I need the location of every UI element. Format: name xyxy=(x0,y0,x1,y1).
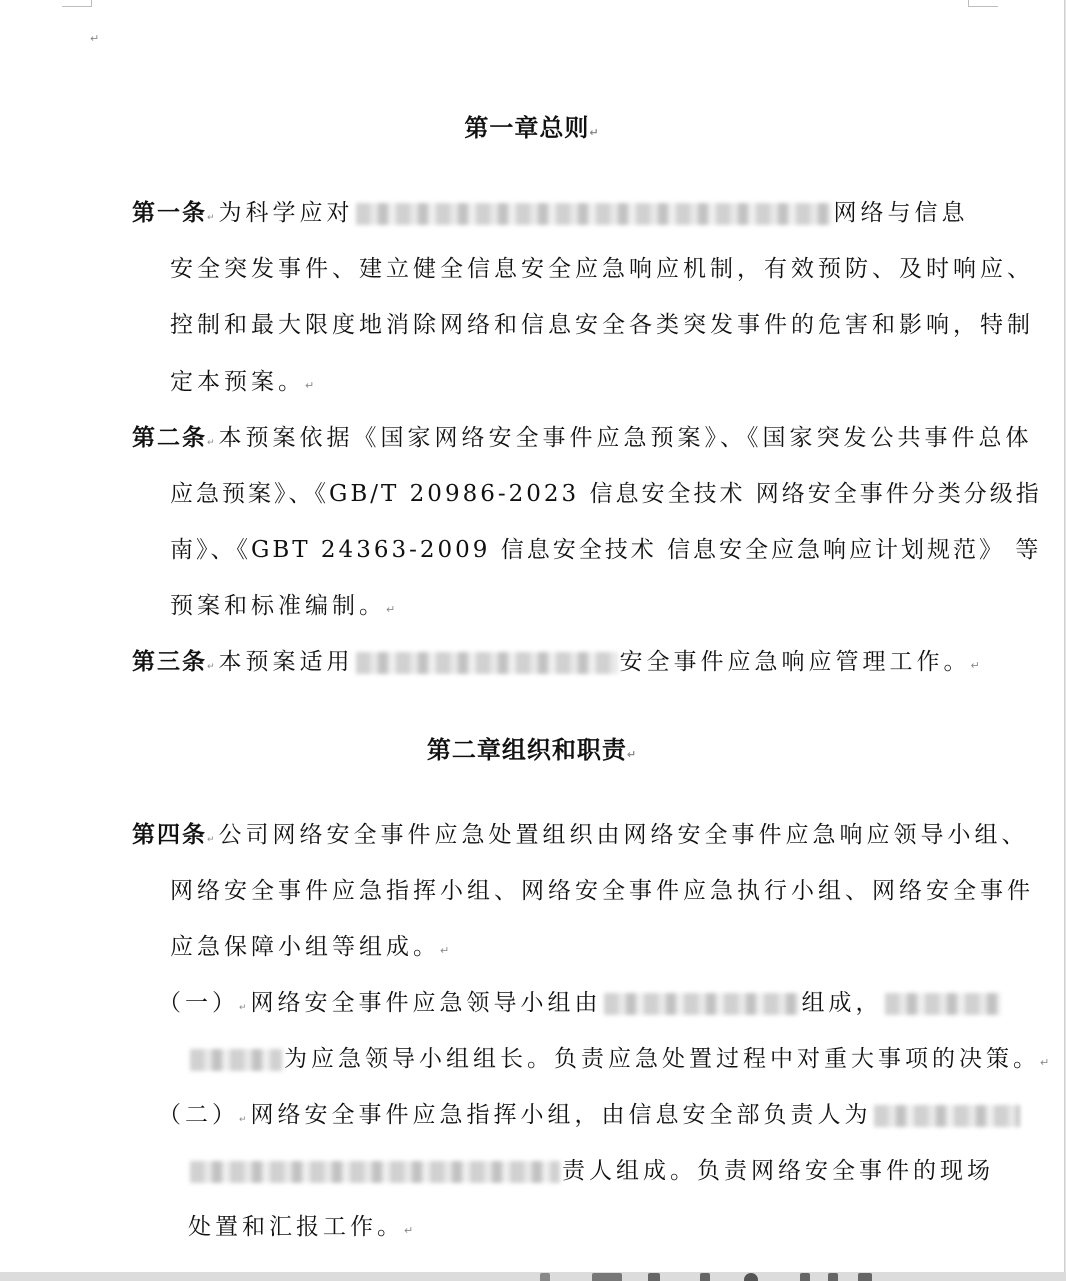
article-2-line-3: 南》、《GBT 24363-2009 信息安全技术 信息安全应急响应计划规范》 等 xyxy=(170,537,1042,563)
crop-mark xyxy=(968,0,969,6)
paragraph-mark-icon: ↵ xyxy=(589,126,600,139)
article-2-line-4: 预案和标准编制。↵ xyxy=(170,593,400,619)
article-1-label: 第一条 xyxy=(132,199,207,226)
item-2-line-3: 处置和汇报工作。↵ xyxy=(188,1214,418,1240)
article-3-line-1: 第三条↵本预案适用 安全事件应急响应管理工作。↵ xyxy=(132,648,984,675)
print-layout-icon[interactable] xyxy=(648,1273,660,1281)
item-2-number: （二） xyxy=(158,1102,239,1128)
redacted-text xyxy=(356,203,832,225)
item-1-line-1: （一）↵网络安全事件应急领导小组由 组成， xyxy=(158,984,1003,1017)
article-1-line-2: 安全突发事件、建立健全信息安全应急响应机制，有效预防、及时响应、 xyxy=(170,256,1034,282)
page-view-icon[interactable] xyxy=(540,1273,550,1281)
article-2-line-2: 应急预案》、《GB/T 20986-2023 信息安全技术 网络安全事件分类分级指 xyxy=(170,481,1042,507)
article-4-line-3: 应急保障小组等组成。↵ xyxy=(170,934,454,960)
crop-mark xyxy=(62,0,92,7)
status-bar xyxy=(0,1272,1066,1281)
paragraph-mark-icon: ↵ xyxy=(970,659,984,672)
article-2-label: 第二条 xyxy=(132,424,207,451)
item-2-line-1: （二）↵网络安全事件应急指挥小组，由信息安全部负责人为 xyxy=(158,1096,1022,1129)
article-1-line-4: 定本预案。↵ xyxy=(170,369,319,395)
article-1-line-3: 控制和最大限度地消除网络和信息安全各类突发事件的危害和影响，特制 xyxy=(170,312,1034,338)
redacted-text xyxy=(885,993,1001,1015)
globe-icon[interactable] xyxy=(744,1273,758,1281)
item-1-line-2: 为应急领导小组组长。负责应急处置过程中对重大事项的决策。↵ xyxy=(188,1040,1053,1073)
web-layout-icon[interactable] xyxy=(700,1273,710,1281)
article-2-line-1: 第二条↵本预案依据《国家网络安全事件应急预案》、《国家突发公共事件总体 xyxy=(132,424,1033,451)
fit-icon[interactable] xyxy=(858,1273,872,1281)
article-1-line-1: 第一条↵为科学应对 网络与信息 xyxy=(132,199,969,226)
read-mode-icon[interactable] xyxy=(592,1273,622,1281)
paragraph-mark-icon: ↵ xyxy=(626,748,638,761)
paragraph-mark-icon: ↵ xyxy=(305,379,319,392)
chapter-2-title: 第二章组织和职责↵ xyxy=(426,735,638,764)
item-2-line-2: 责人组成。负责网络安全事件的现场 xyxy=(188,1152,994,1185)
paragraph-mark-icon: ↵ xyxy=(404,1224,418,1237)
paragraph-mark-icon: ↵ xyxy=(440,944,454,957)
zoom-out-icon[interactable] xyxy=(800,1273,810,1281)
paragraph-mark-icon: ↵ xyxy=(1040,1056,1054,1069)
crop-mark xyxy=(91,0,92,6)
item-1-number: （一） xyxy=(158,990,239,1016)
redacted-text xyxy=(356,652,618,674)
redacted-text xyxy=(874,1105,1020,1127)
article-4-line-2: 网络安全事件应急指挥小组、网络安全事件应急执行小组、网络安全事件 xyxy=(170,878,1034,904)
redacted-text xyxy=(190,1161,560,1183)
paragraph-mark-icon: ↵ xyxy=(386,603,400,616)
article-4-label: 第四条 xyxy=(132,821,207,848)
redacted-text xyxy=(190,1049,282,1071)
article-3-label: 第三条 xyxy=(132,648,207,675)
paragraph-mark-icon: ↵ xyxy=(90,32,100,45)
crop-mark xyxy=(968,6,998,13)
redacted-text xyxy=(604,993,800,1015)
zoom-in-icon[interactable] xyxy=(828,1273,838,1281)
chapter-1-title: 第一章总则↵ xyxy=(464,113,600,142)
article-4-line-1: 第四条↵公司网络安全事件应急处置组织由网络安全事件应急响应领导小组、 xyxy=(132,821,1029,848)
